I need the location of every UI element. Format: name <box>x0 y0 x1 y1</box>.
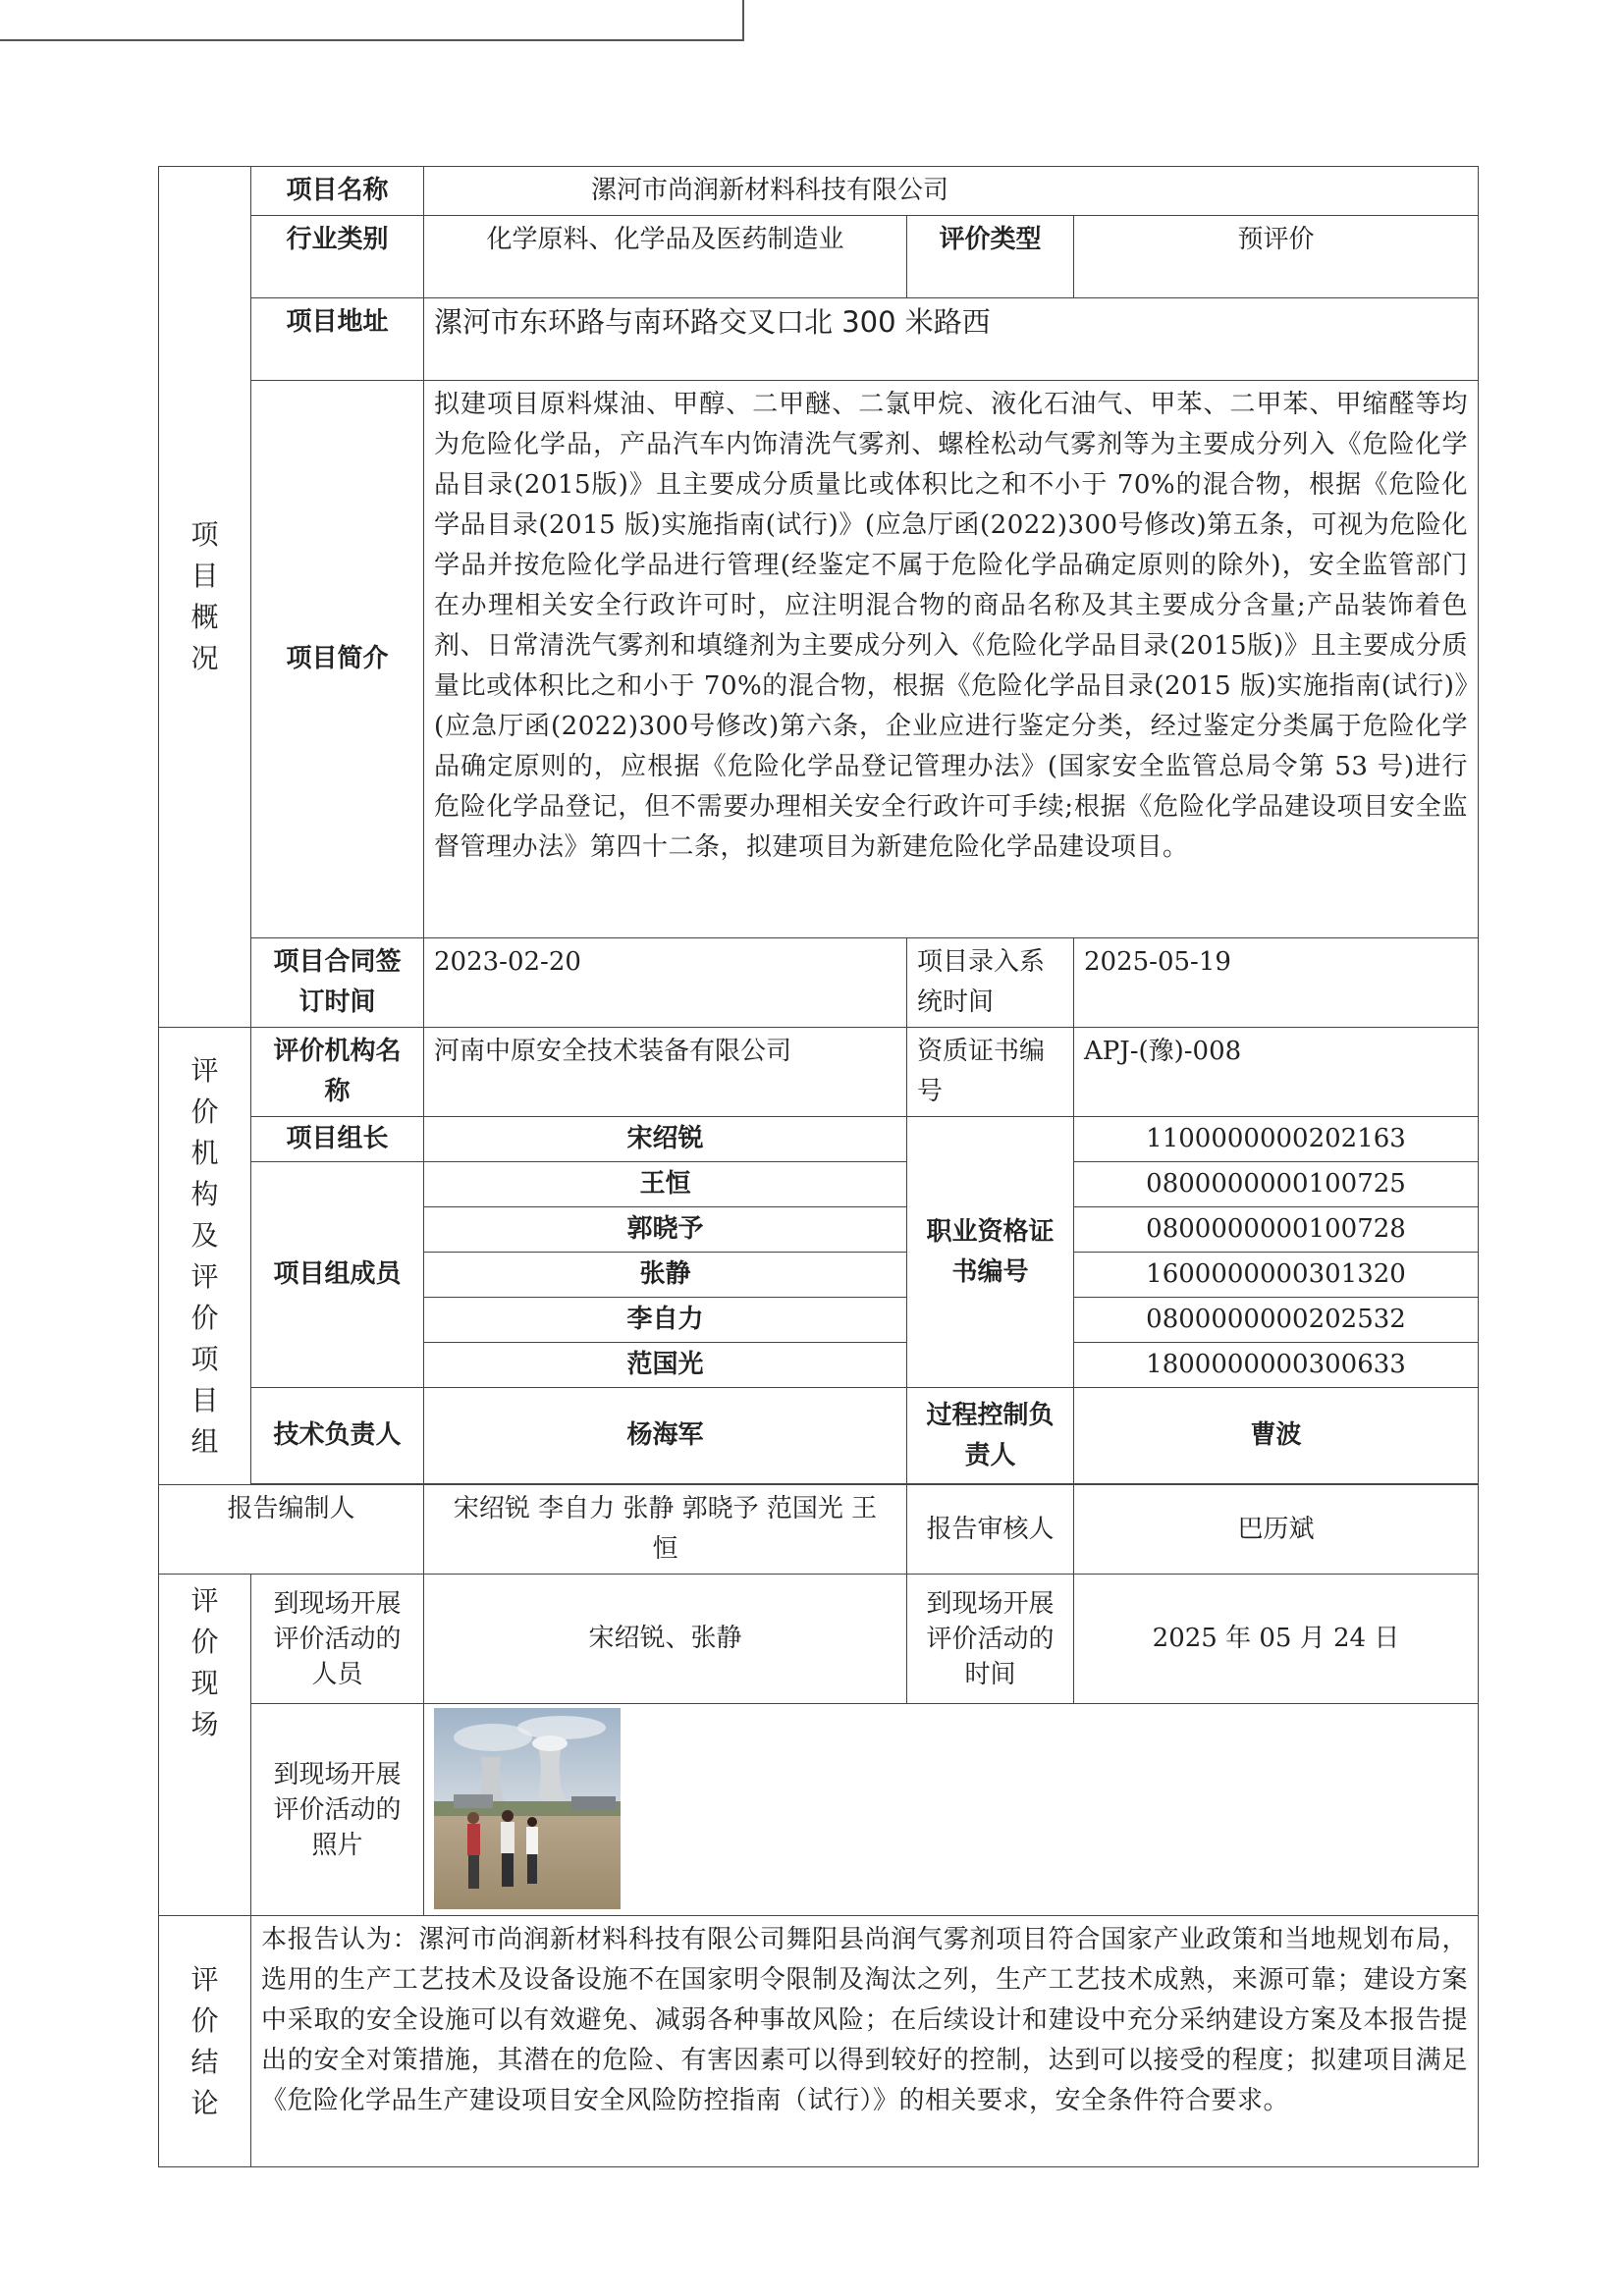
contract-label: 项目合同签订时间 <box>251 938 424 1028</box>
site-photo-cell <box>424 1704 1479 1916</box>
agency-cert-label: 资质证书编号 <box>907 1028 1074 1117</box>
conclusion-text: 本报告认为：漯河市尚润新材料科技有限公司舞阳县尚润气雾剂项目符合国家产业政策和当地规划布局，选用的生产工艺技术及设备设施不在国家明令限制及淘汰之列，生产工艺技术成熟，来源可靠；建设方案中采取的安全设施可以有效避免、减弱各种事故风险；在后续设计和建设中充分采纳建设方案及本报告提出的安全对策措施，其潜在的危险、有害因素可以得到较好的控制，达到可以接受的程度；拟建项目满足《危险化学品生产建设项目安全风险防控指南（试行）》的相关要求，安全条件符合要求。 <box>251 1916 1479 2167</box>
member-name: 王恒 <box>424 1162 907 1207</box>
site-people: 宋绍锐、张静 <box>424 1575 907 1704</box>
leader-label: 项目组长 <box>251 1117 424 1162</box>
entry-label: 项目录入系统时间 <box>907 938 1074 1028</box>
process-name: 曹波 <box>1074 1388 1479 1484</box>
process-label: 过程控制负责人 <box>907 1388 1074 1484</box>
industry: 化学原料、化学品及医药制造业 <box>424 216 907 298</box>
agency-name-label: 评价机构名称 <box>251 1028 424 1117</box>
member-cert: 0800000000100728 <box>1074 1207 1479 1253</box>
section-overview: 项目概况 <box>159 167 251 1028</box>
member-name: 郭晓予 <box>424 1207 907 1253</box>
entry-date: 2025-05-19 <box>1074 938 1479 1028</box>
members-label: 项目组成员 <box>251 1162 424 1388</box>
member-cert: 0800000000100725 <box>1074 1162 1479 1207</box>
project-name-label: 项目名称 <box>251 167 424 216</box>
site-time-label: 到现场开展评价活动的时间 <box>907 1575 1074 1704</box>
tech-name: 杨海军 <box>424 1388 907 1484</box>
site-people-label: 到现场开展评价活动的人员 <box>251 1575 424 1704</box>
leader-cert: 1100000000202163 <box>1074 1117 1479 1162</box>
site-photo <box>434 1708 621 1909</box>
agency-cert: APJ-(豫)-008 <box>1074 1028 1479 1117</box>
evaluation-table <box>158 166 1479 2167</box>
member-cert: 0800000000202532 <box>1074 1298 1479 1343</box>
authors: 宋绍锐 李自力 张静 郭晓予 范国光 王恒 <box>424 1485 907 1575</box>
site-time: 2025 年 05 月 24 日 <box>1074 1575 1479 1704</box>
address-label: 项目地址 <box>251 298 424 381</box>
intro-text: 拟建项目原料煤油、甲醇、二甲醚、二氯甲烷、液化石油气、甲苯、二甲苯、甲缩醛等均为危险化学品，产品汽车内饰清洗气雾剂、螺栓松动气雾剂等为主要成分列入《危险化学品目录(2015版)》且主要成分质量比或体积比之和不小于 70%的混合物，根据《危险化学品目录(2015 版)实施指南(试行)》(应急厅函(2022)300号修改)第五条，可视为危险化学品并按危险化学品进行管理(经鉴定不属于危险化学品确定原则的除外)，安全监管部门在办理相关安全行政许可时，应注明混合物的商品名称及其主要成分含量;产品装饰着色剂、日常清洗气雾剂和填缝剂为主要成分列入《危险化学品目录(2015版)》且主要成分质量比或体积比之和小于 70%的混合物，根据《危险化学品目录(2015 版)实施指南(试行)》(应急厅函(2022)300号修改)第六条，企业应进行鉴定分类，经过鉴定分类属于危险化学品确定原则的，应根据《危险化学品登记管理办法》(国家安全监管总局令第 53 号)进行危险化学品登记，但不需要办理相关安全行政许可手续;根据《危险化学品建设项目安全监督管理办法》第四十二条，拟建项目为新建危险化学品建设项目。 <box>424 381 1479 938</box>
reviewer-label: 报告审核人 <box>907 1485 1074 1575</box>
eval-type-label: 评价类型 <box>907 216 1074 298</box>
member-cert: 1800000000300633 <box>1074 1343 1479 1388</box>
address: 漯河市东环路与南环路交叉口北 300 米路西 <box>424 298 1479 381</box>
site-photo-label: 到现场开展评价活动的照片 <box>251 1704 424 1916</box>
agency-name: 河南中原安全技术装备有限公司 <box>424 1028 907 1117</box>
contract-date: 2023-02-20 <box>424 938 907 1028</box>
member-name: 张静 <box>424 1253 907 1298</box>
section-site: 评价现场 <box>159 1575 251 1916</box>
section-agency: 评价机构及评价项目组 <box>159 1028 251 1485</box>
member-name: 范国光 <box>424 1343 907 1388</box>
project-name: 漯河市尚润新材料科技有限公司 <box>424 167 1479 216</box>
section-conclusion: 评价结论 <box>159 1916 251 2167</box>
reviewer: 巴历斌 <box>1074 1485 1479 1575</box>
member-cert: 1600000000301320 <box>1074 1253 1479 1298</box>
intro-label: 项目简介 <box>251 381 424 938</box>
author-label: 报告编制人 <box>159 1485 424 1575</box>
tech-label: 技术负责人 <box>251 1388 424 1484</box>
leader-name: 宋绍锐 <box>424 1117 907 1162</box>
industry-label: 行业类别 <box>251 216 424 298</box>
header-box <box>0 0 744 41</box>
member-name: 李自力 <box>424 1298 907 1343</box>
qual-cert-label: 职业资格证书编号 <box>907 1117 1074 1388</box>
eval-type: 预评价 <box>1074 216 1479 298</box>
